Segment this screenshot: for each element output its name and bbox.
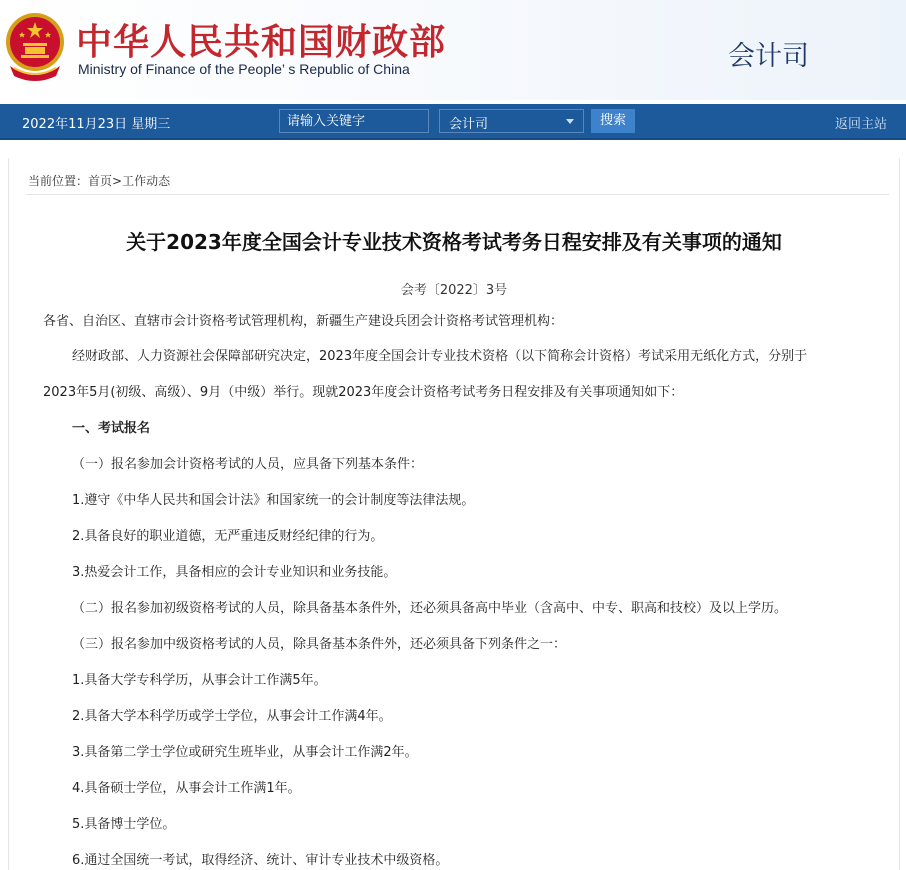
subsection-2: （二）报名参加初级资格考试的人员，除具备基本条件外，还必须具备高中毕业（含高中、中专、职高和技校）及以上学历。	[72, 601, 788, 616]
list-item: 1.具备大学专科学历，从事会计工作满5年。	[72, 673, 327, 688]
navigation-bar	[0, 104, 906, 140]
list-item: 1.遵守《中华人民共和国会计法》和国家统一的会计制度等法律法规。	[72, 493, 475, 508]
search-button[interactable]: 搜索	[591, 109, 635, 133]
return-home-link[interactable]: 返回主站	[834, 117, 887, 132]
salutation: 各省、自治区、直辖市会计资格考试管理机构，新疆生产建设兵团会计资格考试管理机构：	[43, 314, 564, 329]
document-number: 会考〔2022〕3号	[400, 283, 508, 298]
chevron-down-icon	[566, 119, 574, 124]
site-header	[0, 0, 906, 100]
list-item: 3.热爱会计工作，具备相应的会计专业知识和业务技能。	[72, 565, 397, 580]
list-item: 4.具备硕士学位，从事会计工作满1年。	[72, 781, 301, 796]
site-subtitle: Ministry of Finance of the People’ s Republic of China	[78, 61, 410, 77]
department-name: 会计司	[728, 41, 809, 72]
breadcrumb-prefix: 当前位置：	[28, 174, 89, 188]
intro-paragraph-line2: 2023年5月(初级、高级）、9月（中级）举行。现就2023年度会计资格考试考务日程安排及有关事项通知如下：	[43, 385, 684, 400]
breadcrumb-separator: >	[112, 174, 123, 188]
list-item: 2.具备大学本科学历或学士学位，从事会计工作满4年。	[72, 709, 392, 724]
list-item: 3.具备第二学士学位或研究生班毕业，从事会计工作满2年。	[72, 745, 418, 760]
national-emblem-icon	[4, 10, 66, 82]
breadcrumb-home-link[interactable]: 首页	[88, 174, 113, 188]
department-select[interactable]	[439, 109, 584, 133]
breadcrumb-divider	[26, 194, 889, 195]
search-input[interactable]	[279, 109, 429, 133]
list-item: 6.通过全国统一考试，取得经济、统计、审计专业技术中级资格。	[72, 853, 449, 868]
current-date: 2022年11月23日 星期三	[22, 117, 171, 132]
article-title: 关于2023年度全国会计专业技术资格考试考务日程安排及有关事项的通知	[126, 230, 782, 254]
article-container	[8, 158, 900, 870]
intro-paragraph-line1: 经财政部、人力资源社会保障部研究决定，2023年度全国会计专业技术资格（以下简称会计资格）考试采用无纸化方式，分别于	[72, 349, 808, 364]
section-heading: 一、考试报名	[72, 421, 151, 436]
subsection-1: （一）报名参加会计资格考试的人员，应具备下列基本条件：	[72, 457, 424, 472]
site-title: 中华人民共和国财政部	[76, 22, 447, 63]
breadcrumb-current-link[interactable]: 工作动态	[122, 174, 171, 188]
subsection-3: （三）报名参加中级资格考试的人员，除具备基本条件外，还必须具备下列条件之一：	[72, 637, 567, 652]
list-item: 2.具备良好的职业道德，无严重违反财经纪律的行为。	[72, 529, 384, 544]
breadcrumb	[28, 172, 170, 189]
list-item: 5.具备博士学位。	[72, 817, 176, 832]
department-select-value: 会计司	[449, 117, 489, 132]
